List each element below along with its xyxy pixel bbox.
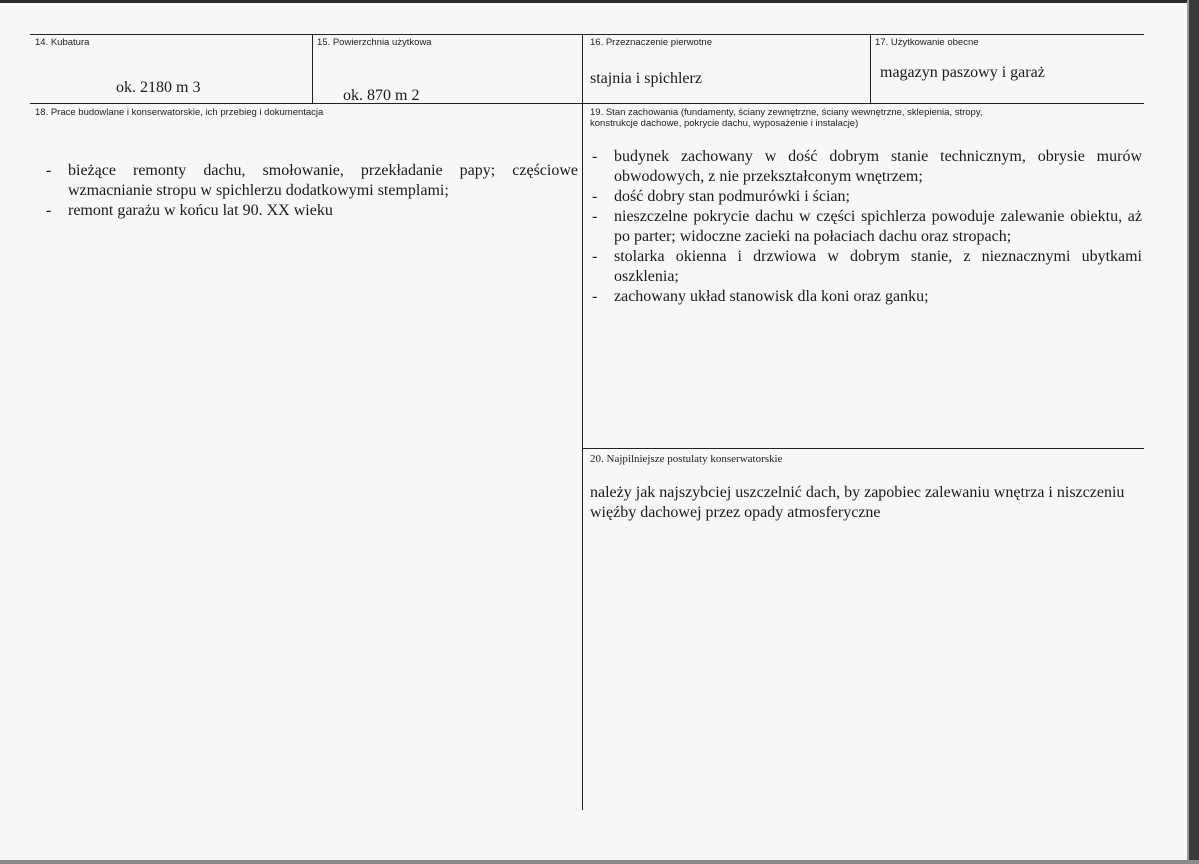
list-item <box>592 287 1142 307</box>
field-19-label-line-1: 19. Stan zachowania (fundamenty, ściany zewnętrzne, ściany wewnętrzne, sklepienia, stropy, <box>590 107 983 118</box>
field-14-value: ok. 2180 m 3 <box>116 79 201 96</box>
list-item <box>46 201 578 221</box>
list-item <box>592 207 1142 247</box>
field-15-value: ok. 870 m 2 <box>343 87 420 104</box>
bullet-dash: - <box>592 148 598 165</box>
list-item-text: dość dobry stan podmurówki i ścian; <box>614 188 850 205</box>
field-19-label-line-2: konstrukcje dachowe, pokrycie dachu, wyposażenie i instalacje) <box>590 118 859 129</box>
list-item-text: stolarka okienna i drzwiowa w dobrym stanie, z nieznacznymi ubytkami oszklenia; <box>614 248 1142 285</box>
scan-edge-top <box>0 0 1199 3</box>
field-17-value: magazyn paszowy i garaż <box>880 64 1045 81</box>
scan-edge-right <box>1189 0 1199 864</box>
field-15-label: 15. Powierzchnia użytkowa <box>317 37 432 48</box>
list-item <box>46 161 578 201</box>
row-top-border <box>30 34 1144 35</box>
field-18-label: 18. Prace budowlane i konserwatorskie, ich przebieg i dokumentacja <box>35 107 324 118</box>
col-divider-14-15 <box>312 34 313 103</box>
list-item <box>592 247 1142 287</box>
field-14-label: 14. Kubatura <box>35 37 90 48</box>
col-divider-16-17 <box>870 34 871 103</box>
field-17-label: 17. Użytkowanie obecne <box>875 37 979 48</box>
list-item-text: bieżące remonty dachu, smołowanie, przekładanie papy; częściowe wzmacnianie stropu w spichlerzu dodatkowymi stemplami; <box>68 162 578 199</box>
bullet-dash: - <box>592 208 598 225</box>
field-20-text: należy jak najszybciej uszczelnić dach, by zapobiec zalewaniu wnętrza i niszczeniu więźby dachowej przez opady atmosferyczne <box>590 484 1125 521</box>
list-item-text: budynek zachowany w dość dobrym stanie technicznym, obrysie murów obwodowych, z nie przekształconym wnętrzem; <box>614 148 1142 185</box>
list-item-text: nieszczelne pokrycie dachu w części spichlerza powoduje zalewanie obiektu, aż po parter; widoczne zacieki na połaciach dachu oraz stropach; <box>614 208 1142 245</box>
bullet-dash: - <box>46 162 52 179</box>
bullet-dash: - <box>592 188 598 205</box>
field-16-label: 16. Przeznaczenie pierwotne <box>590 37 712 48</box>
row-divider-1 <box>30 103 1144 104</box>
field-20-label: 20. Najpilniejsze postulaty konserwatorskie <box>590 453 783 465</box>
field-18-list <box>46 161 578 221</box>
list-item-text: zachowany układ stanowisk dla koni oraz ganku; <box>614 288 929 305</box>
bullet-dash: - <box>46 202 52 219</box>
bullet-dash: - <box>592 288 598 305</box>
scan-edge-bottom <box>0 860 1199 864</box>
list-item <box>592 187 1142 207</box>
field-19-list <box>592 147 1142 307</box>
row-divider-2 <box>582 448 1144 449</box>
field-16-value: stajnia i spichlerz <box>590 70 702 87</box>
list-item-text: remont garażu w końcu lat 90. XX wieku <box>68 202 333 219</box>
list-item <box>592 147 1142 187</box>
col-divider-main <box>582 34 583 810</box>
bullet-dash: - <box>592 248 598 265</box>
